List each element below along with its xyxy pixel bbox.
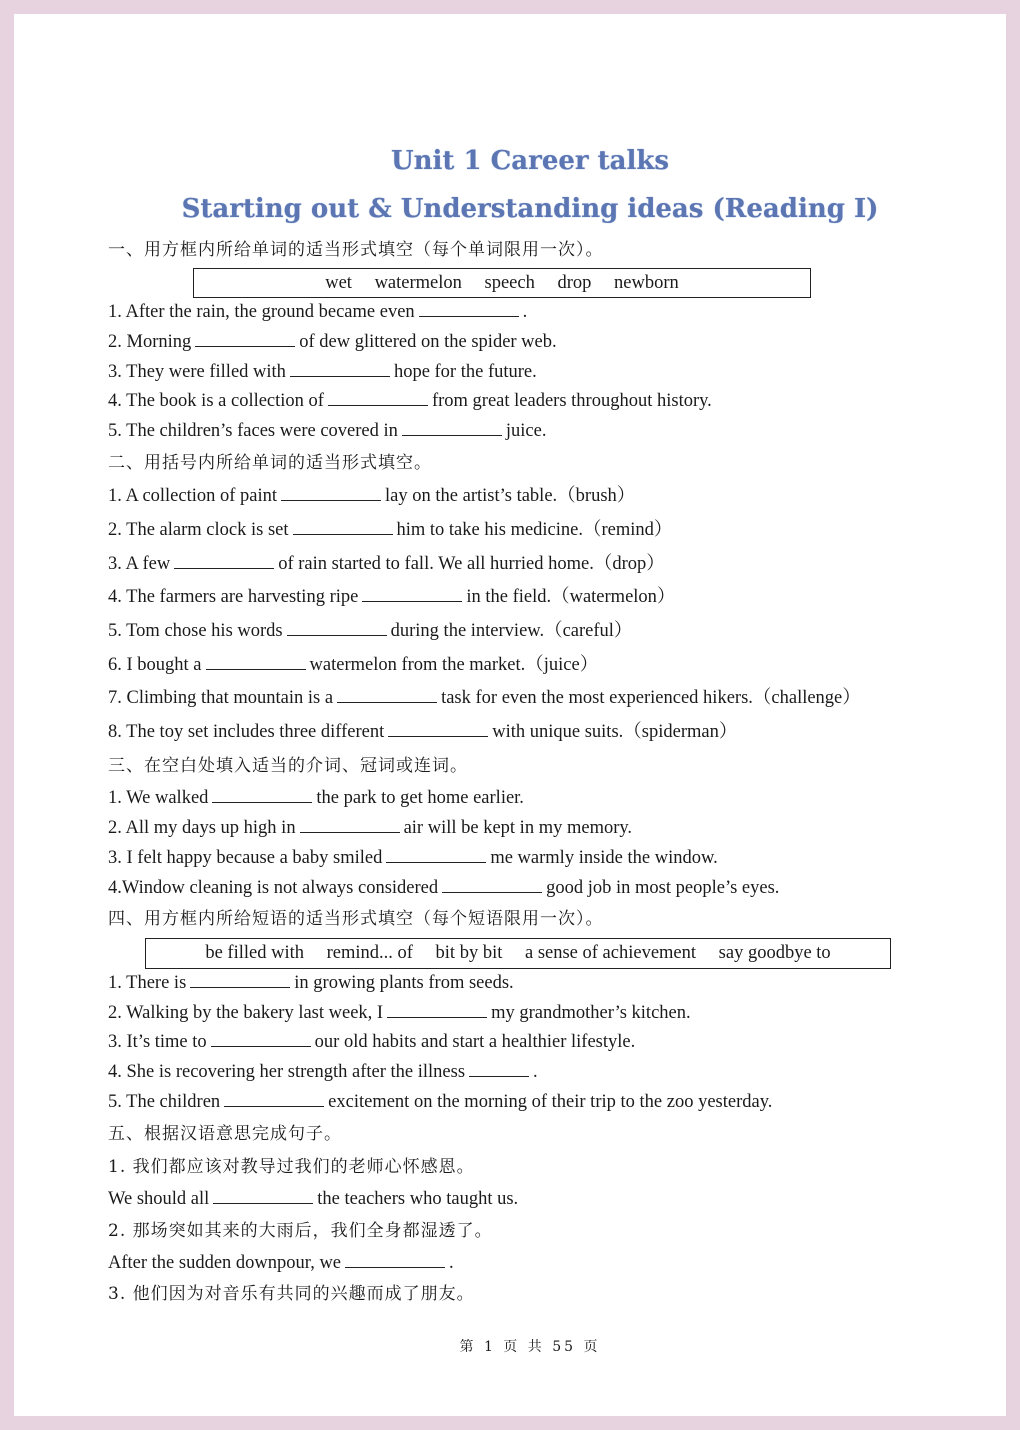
question: 1. We walked the park to get home earlier. [108, 788, 524, 808]
phrase-bank-item: bit by bit [435, 943, 503, 963]
question: We should all the teachers who taught us. [108, 1189, 519, 1209]
word-bank-item: watermelon [374, 273, 462, 293]
page-footer: 第 1 页 共 55 页 [459, 1339, 601, 1355]
answer-blank[interactable] [293, 518, 393, 535]
answer-blank[interactable] [224, 1090, 324, 1107]
question: 3. They were filled with hope for the future. [108, 362, 537, 382]
section5-heading: 五、根据汉语意思完成句子。 [108, 1124, 342, 1144]
section3-heading: 三、在空白处填入适当的介词、冠词或连词。 [108, 756, 468, 776]
answer-blank[interactable] [386, 846, 486, 863]
answer-blank[interactable] [419, 300, 519, 317]
question: 3. A few of rain started to fall. We all hurried home.（drop） [108, 554, 665, 574]
question: 5. Tom chose his words during the interview.（careful） [108, 621, 633, 641]
question: 7. Climbing that mountain is a task for even the most experienced hikers.（challenge） [108, 688, 861, 708]
answer-blank[interactable] [212, 786, 312, 803]
question: 8. The toy set includes three different with unique suits.（spiderman） [108, 722, 738, 742]
chinese-prompt: 2. 那场突如其来的大雨后，我们全身都湿透了。 [108, 1221, 493, 1241]
page-title: Unit 1 Career talks [390, 146, 670, 176]
answer-blank[interactable] [290, 360, 390, 377]
question: 1. A collection of paint lay on the artist’s table.（brush） [108, 486, 636, 506]
phrase-bank-item: remind... of [326, 943, 413, 963]
chinese-prompt: 1. 我们都应该对教导过我们的老师心怀感恩。 [108, 1157, 475, 1177]
question: 1. After the rain, the ground became even . [108, 302, 528, 322]
answer-blank[interactable] [402, 419, 502, 436]
answer-blank[interactable] [190, 971, 290, 988]
question: 2. The alarm clock is set him to take his medicine.（remind） [108, 520, 673, 540]
answer-blank[interactable] [362, 585, 462, 602]
question: 2. Morning of dew glittered on the spider web. [108, 332, 557, 352]
answer-blank[interactable] [388, 720, 488, 737]
answer-blank[interactable] [442, 876, 542, 893]
section1-heading: 一、用方框内所给单词的适当形式填空（每个单词限用一次）。 [108, 240, 604, 260]
question: 4. The farmers are harvesting ripe in the field.（watermelon） [108, 587, 676, 607]
answer-blank[interactable] [387, 1001, 487, 1018]
phrase-bank-item: a sense of achievement [524, 943, 697, 963]
phrase-bank-item: be filled with [205, 943, 304, 963]
question: 2. All my days up high in air will be kept in my memory. [108, 818, 633, 838]
question: 5. The children’s faces were covered in juice. [108, 421, 547, 441]
question: 1. There is in growing plants from seeds. [108, 973, 514, 993]
question: After the sudden downpour, we . [108, 1253, 454, 1273]
question: 5. The children excitement on the morning of their trip to the zoo yesterday. [108, 1092, 773, 1112]
question: 6. I bought a watermelon from the market.（juice） [108, 655, 599, 675]
answer-blank[interactable] [213, 1187, 313, 1204]
answer-blank[interactable] [211, 1030, 311, 1047]
question: 3. It’s time to our old habits and start a healthier lifestyle. [108, 1032, 636, 1052]
page-subtitle: Starting out & Understanding ideas (Reading I) [181, 194, 879, 224]
section2-heading: 二、用括号内所给单词的适当形式填空。 [108, 453, 432, 473]
answer-blank[interactable] [174, 552, 274, 569]
phrase-box [145, 938, 891, 969]
word-bank-item: wet [325, 273, 352, 293]
question: 4.Window cleaning is not always considered good job in most people’s eyes. [108, 878, 780, 898]
section4-heading: 四、用方框内所给短语的适当形式填空（每个短语限用一次）。 [108, 909, 604, 929]
answer-blank[interactable] [328, 389, 428, 406]
answer-blank[interactable] [337, 686, 437, 703]
chinese-prompt: 3. 他们因为对音乐有共同的兴趣而成了朋友。 [108, 1284, 475, 1304]
answer-blank[interactable] [345, 1251, 445, 1268]
answer-blank[interactable] [281, 484, 381, 501]
word-bank-item: drop [557, 273, 592, 293]
question: 4. She is recovering her strength after the illness . [108, 1062, 538, 1082]
question: 3. I felt happy because a baby smiled me warmly inside the window. [108, 848, 718, 868]
worksheet-page [14, 14, 1006, 1416]
answer-blank[interactable] [206, 653, 306, 670]
phrase-bank-item: say goodbye to [718, 943, 831, 963]
answer-blank[interactable] [195, 330, 295, 347]
answer-blank[interactable] [300, 816, 400, 833]
word-box [193, 268, 811, 298]
question: 4. The book is a collection of from great leaders throughout history. [108, 391, 712, 411]
word-bank-item: speech [484, 273, 535, 293]
question: 2. Walking by the bakery last week, I my grandmother’s kitchen. [108, 1003, 691, 1023]
answer-blank[interactable] [469, 1060, 529, 1077]
word-bank-item: newborn [614, 273, 679, 293]
answer-blank[interactable] [287, 619, 387, 636]
